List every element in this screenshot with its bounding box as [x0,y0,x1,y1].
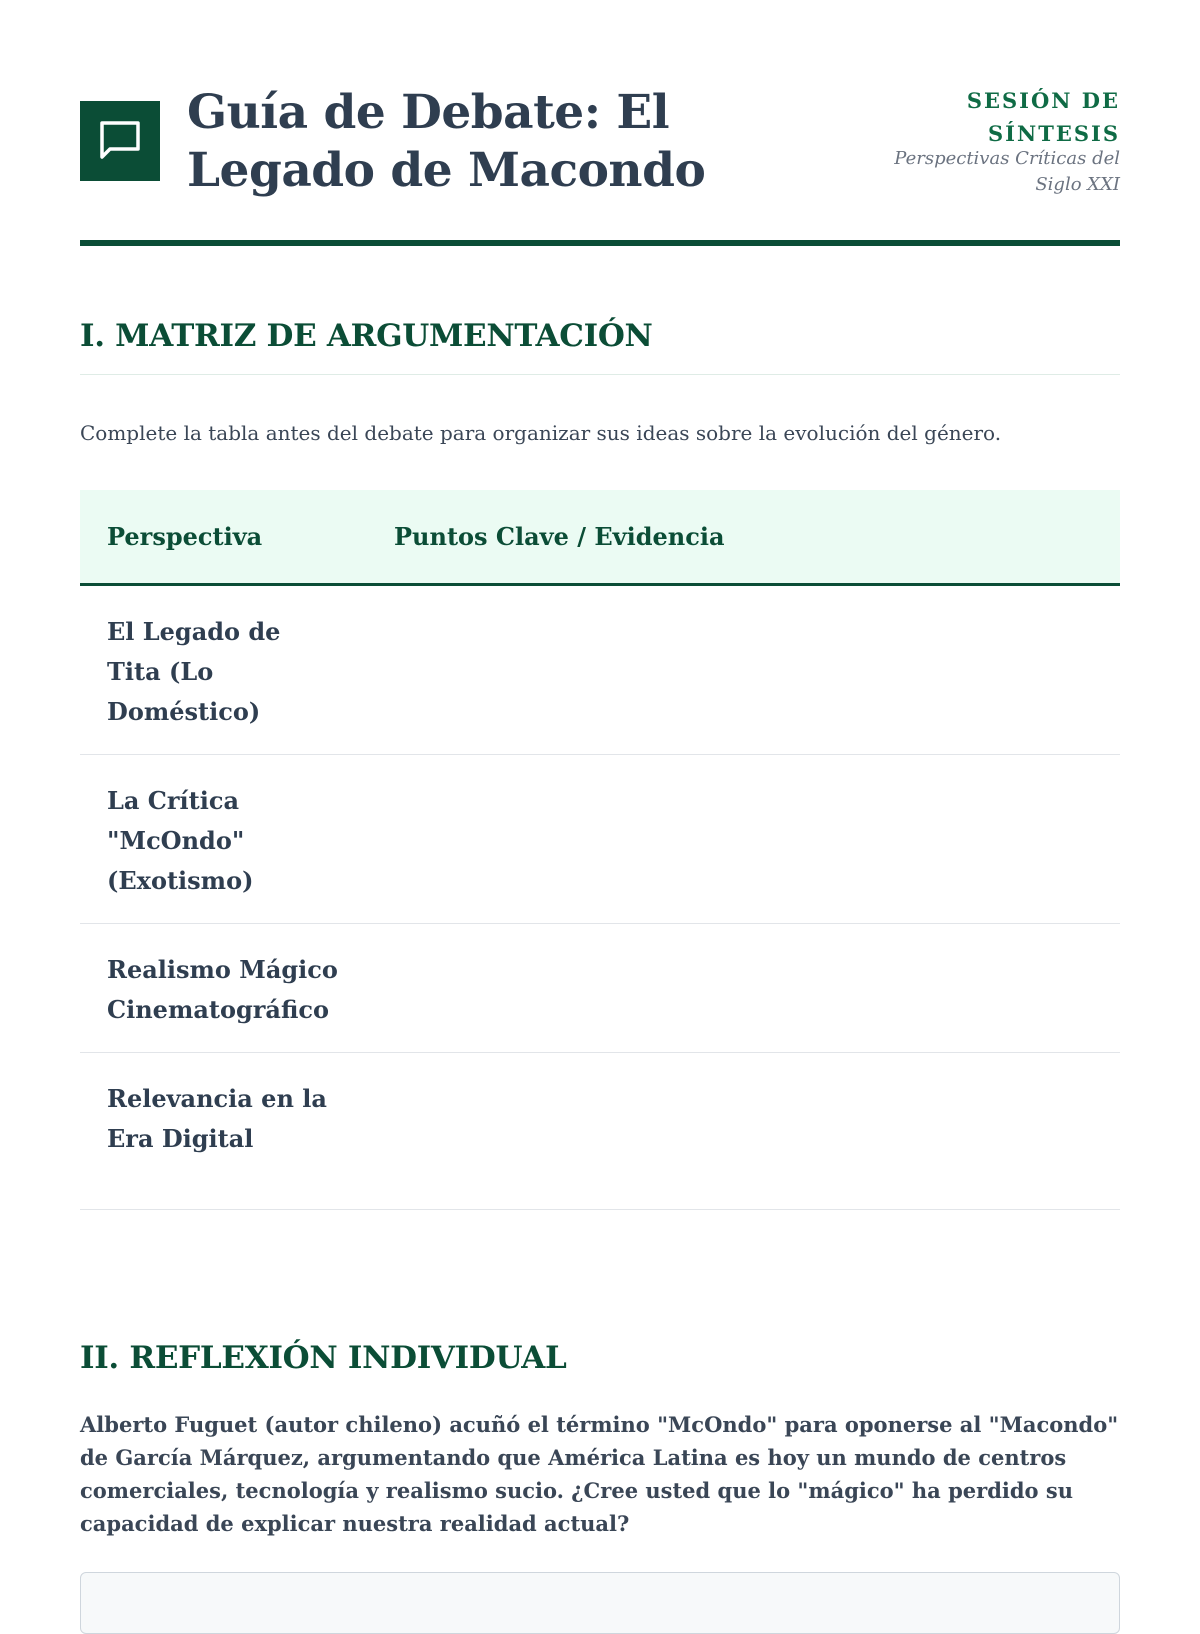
section-divider [80,374,1120,375]
perspective-cell: La Crítica "McOndo" (Exotismo) [80,755,342,924]
evidence-cell[interactable] [342,924,1120,1053]
column-header-key-points: Puntos Clave / Evidencia [342,490,1120,585]
evidence-cell[interactable] [342,585,1120,755]
section-intro: Complete la tabla antes del debate para organizar sus ideas sobre la evolución del género. [80,421,1002,445]
perspective-cell: Relevancia en la Era Digital [80,1053,342,1210]
header-divider [80,240,1120,246]
reflection-answer-box[interactable] [80,1572,1120,1634]
table-row [80,755,1120,924]
page-header [80,84,1120,204]
evidence-cell[interactable] [342,755,1120,924]
table-header-row [80,490,1120,585]
chat-bubble-icon [96,117,144,165]
section-title-matrix: I. MATRIZ DE ARGUMENTACIÓN [80,318,653,354]
perspective-cell: El Legado de Tita (Lo Doméstico) [80,585,342,755]
page-title: Guía de Debate: El Legado de Macondo [187,85,706,198]
table-row [80,585,1120,755]
table-row [80,924,1120,1053]
table-row [80,1053,1120,1210]
evidence-cell[interactable] [342,1053,1120,1210]
column-header-perspective: Perspectiva [80,490,342,585]
argument-matrix-table [80,490,1120,1210]
session-label: SESIÓN DE SÍNTESIS [966,88,1120,146]
perspective-cell: Realismo Mágico Cinematográfico [80,924,342,1053]
reflection-question: Alberto Fuguet (autor chileno) acuñó el término "McOndo" para oponerse al "Macondo" de García Márquez, argumentando que América Latina es hoy un mundo de centros comerciales, tecnología y realismo sucio. ¿Cree usted que lo "mágico" ha perdido su capacidad de explicar nuestra realidad actual? [80,1412,1119,1536]
session-subtitle: Perspectivas Críticas del Siglo XXI [894,148,1120,195]
logo-badge [80,101,160,181]
section-title-reflection: II. REFLEXIÓN INDIVIDUAL [80,1340,567,1376]
